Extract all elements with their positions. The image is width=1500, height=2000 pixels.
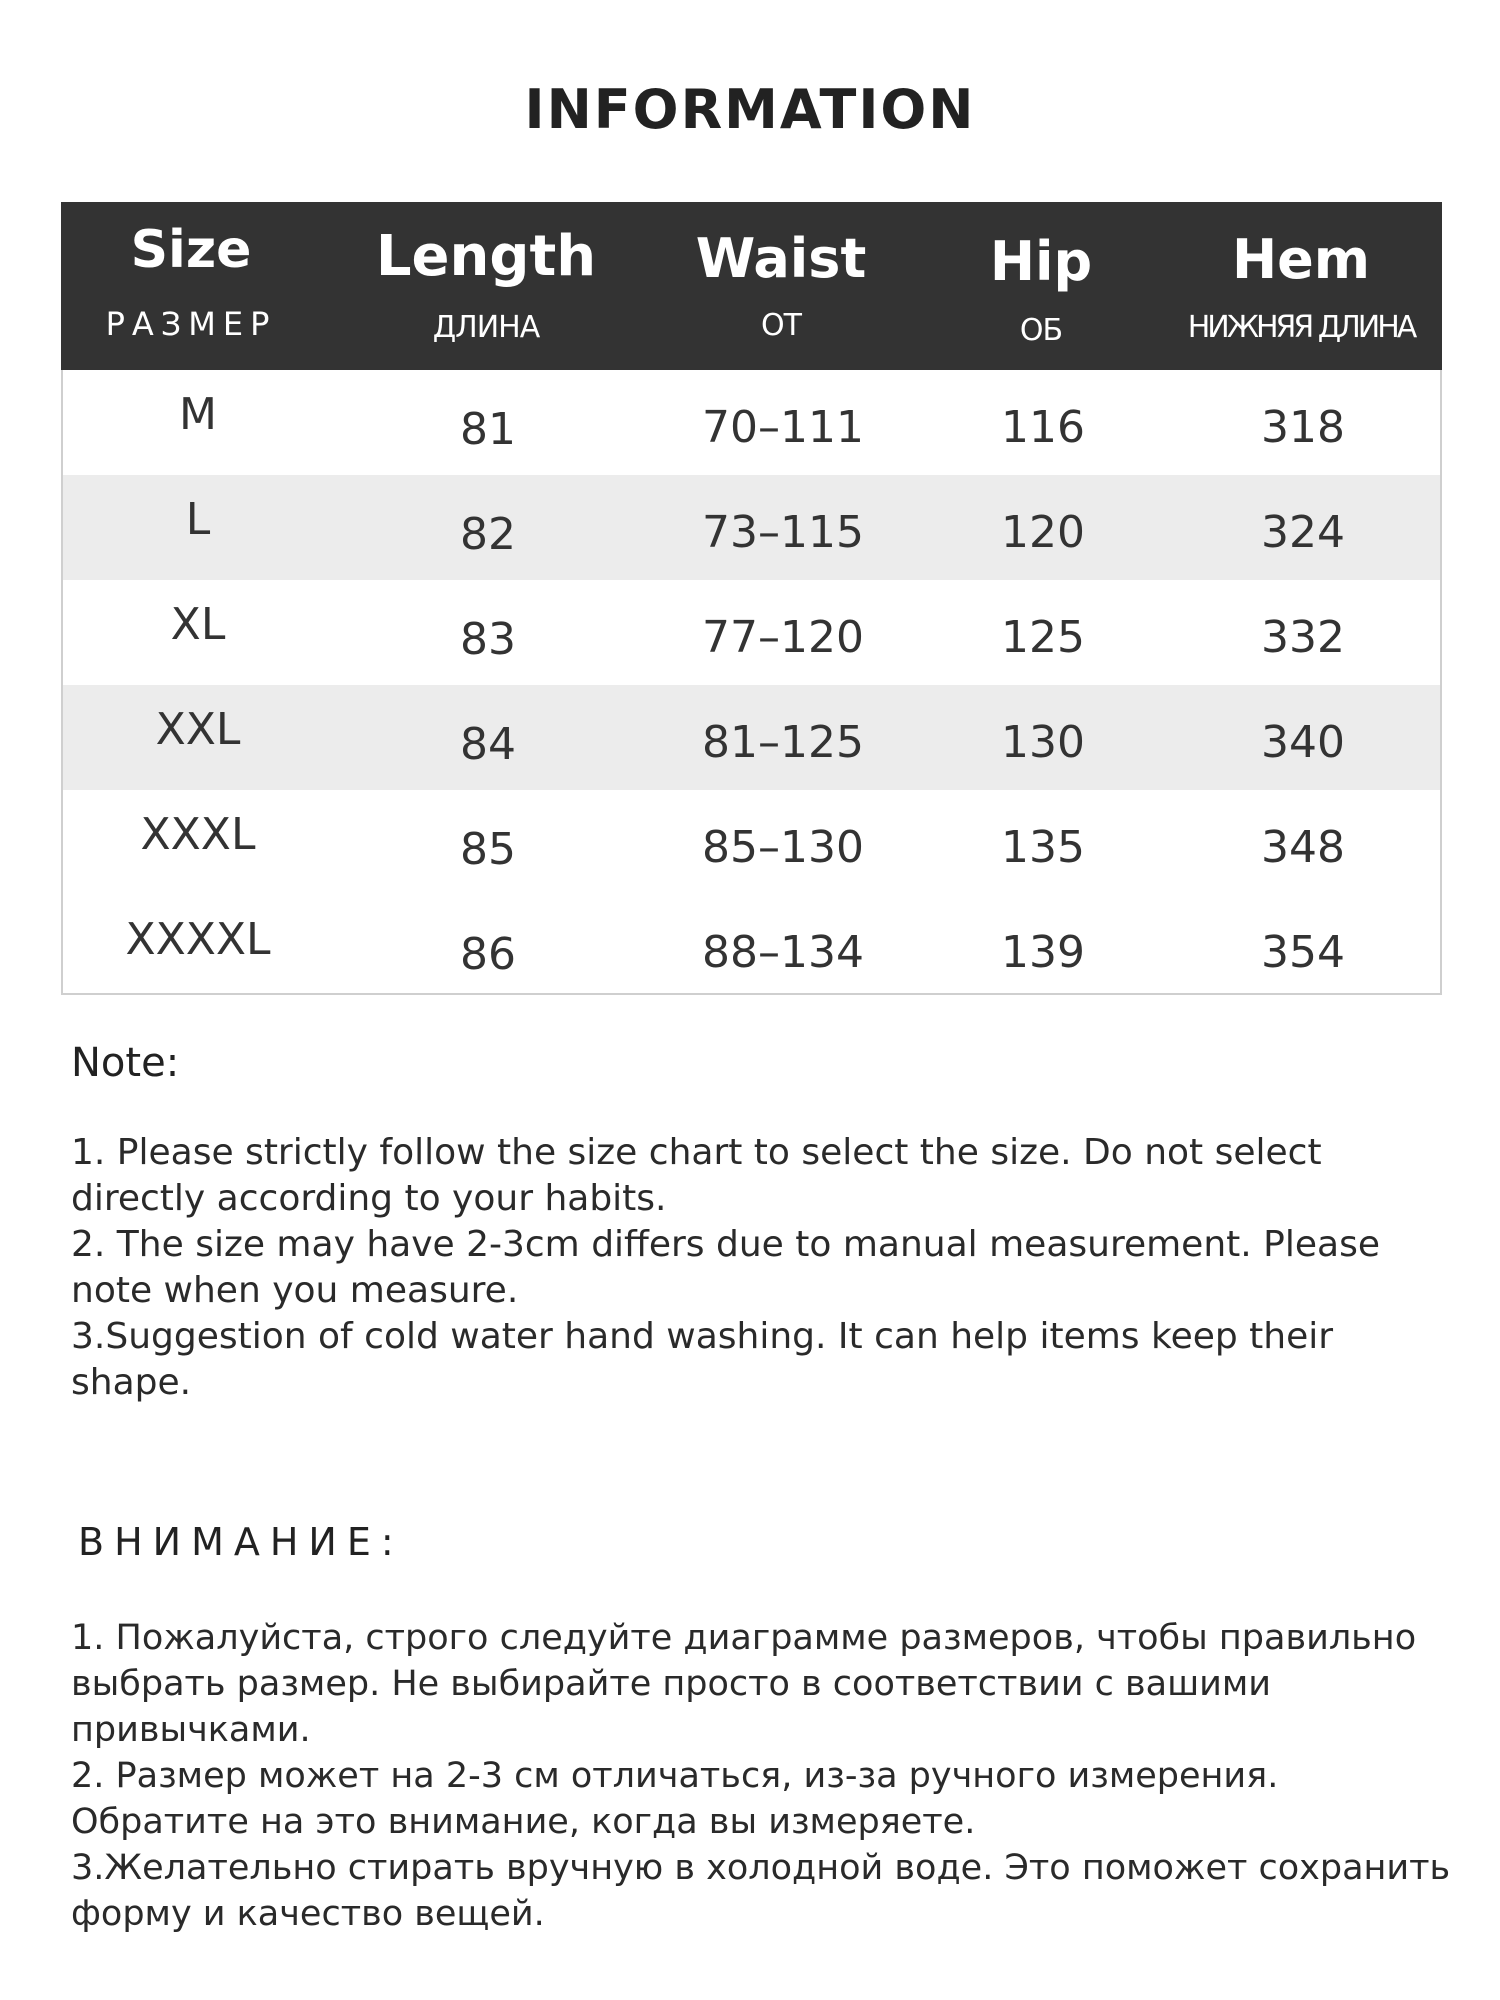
cell-waist: 70–111	[702, 402, 864, 453]
table-row	[63, 895, 1440, 993]
ru-note-item: 2. Размер может на 2-3 см отличаться, из-за ручного измерения. Обратите на это внимание, когда вы измеряете.	[71, 1756, 1279, 1842]
note-item: 2. The size may have 2-3cm differs due to manual measurement. Please note when you measure.	[71, 1224, 1380, 1311]
table-row	[63, 790, 1440, 895]
header-waist-en: Waist	[695, 227, 867, 290]
header-waist	[651, 202, 911, 370]
cell-size: XXXL	[140, 809, 256, 860]
table-row	[63, 475, 1440, 580]
cell-waist: 81–125	[702, 717, 864, 768]
table-row	[63, 370, 1440, 475]
cell-hem: 354	[1261, 927, 1345, 978]
cell-hip: 125	[1001, 612, 1085, 663]
cell-hem: 340	[1261, 717, 1345, 768]
header-size	[61, 202, 321, 370]
cell-size: XXXXL	[125, 914, 271, 965]
note-item: 3.Suggestion of cold water hand washing. It can help items keep their shape.	[71, 1316, 1334, 1403]
header-length	[321, 202, 651, 370]
cell-size: M	[179, 389, 217, 440]
ru-note-item: 3.Желательно стирать вручную в холодной воде. Это поможет сохранить форму и качество вещей.	[71, 1848, 1451, 1934]
cell-size: XL	[170, 599, 226, 650]
table-row	[63, 580, 1440, 685]
cell-hem: 318	[1261, 402, 1345, 453]
ru-note-list	[71, 1615, 1461, 1937]
cell-hip: 139	[1001, 927, 1085, 978]
cell-hip: 116	[1001, 402, 1085, 453]
cell-hip: 130	[1001, 717, 1085, 768]
cell-length: 84	[460, 719, 516, 770]
cell-hip: 135	[1001, 822, 1085, 873]
header-hem-ru: НИЖНЯЯ ДЛИНА	[1187, 310, 1415, 345]
header-hip-ru: ОБ	[1019, 313, 1063, 348]
table-row	[63, 685, 1440, 790]
cell-length: 86	[460, 929, 516, 980]
table-header	[61, 202, 1442, 370]
note-list	[71, 1130, 1451, 1406]
note-item: 1. Please strictly follow the size chart to select the size. Do not select directly according to your habits.	[71, 1132, 1322, 1219]
cell-hem: 348	[1261, 822, 1345, 873]
cell-length: 85	[460, 824, 516, 875]
header-hem	[1151, 202, 1451, 370]
cell-hem: 324	[1261, 507, 1345, 558]
header-hip	[941, 202, 1141, 370]
header-length-ru: ДЛИНА	[432, 310, 540, 345]
header-waist-ru: ОТ	[761, 308, 801, 343]
cell-waist: 73–115	[702, 507, 864, 558]
header-length-en: Length	[375, 224, 597, 289]
cell-size: XXL	[155, 704, 241, 755]
cell-size: L	[185, 494, 211, 545]
size-chart-table	[61, 202, 1442, 995]
cell-length: 82	[460, 509, 516, 560]
ru-note-item: 1. Пожалуйста, строго следуйте диаграмме размеров, чтобы правильно выбрать размер. Не выбирайте просто в соответствии с вашими привычками.	[71, 1618, 1417, 1750]
page-title: INFORMATION	[524, 78, 976, 141]
cell-hip: 120	[1001, 507, 1085, 558]
cell-length: 83	[460, 614, 516, 665]
header-size-ru: РАЗМЕР	[105, 305, 277, 343]
cell-hem: 332	[1261, 612, 1345, 663]
cell-waist: 85–130	[702, 822, 864, 873]
header-hip-en: Hip	[989, 230, 1093, 293]
header-hem-en: Hem	[1231, 228, 1371, 291]
ru-note-heading: ВНИМАНИЕ:	[78, 1520, 404, 1564]
header-size-en: Size	[130, 220, 252, 280]
note-heading: Note:	[71, 1040, 180, 1086]
cell-waist: 77–120	[702, 612, 864, 663]
cell-waist: 88–134	[702, 927, 864, 978]
cell-length: 81	[460, 404, 516, 455]
